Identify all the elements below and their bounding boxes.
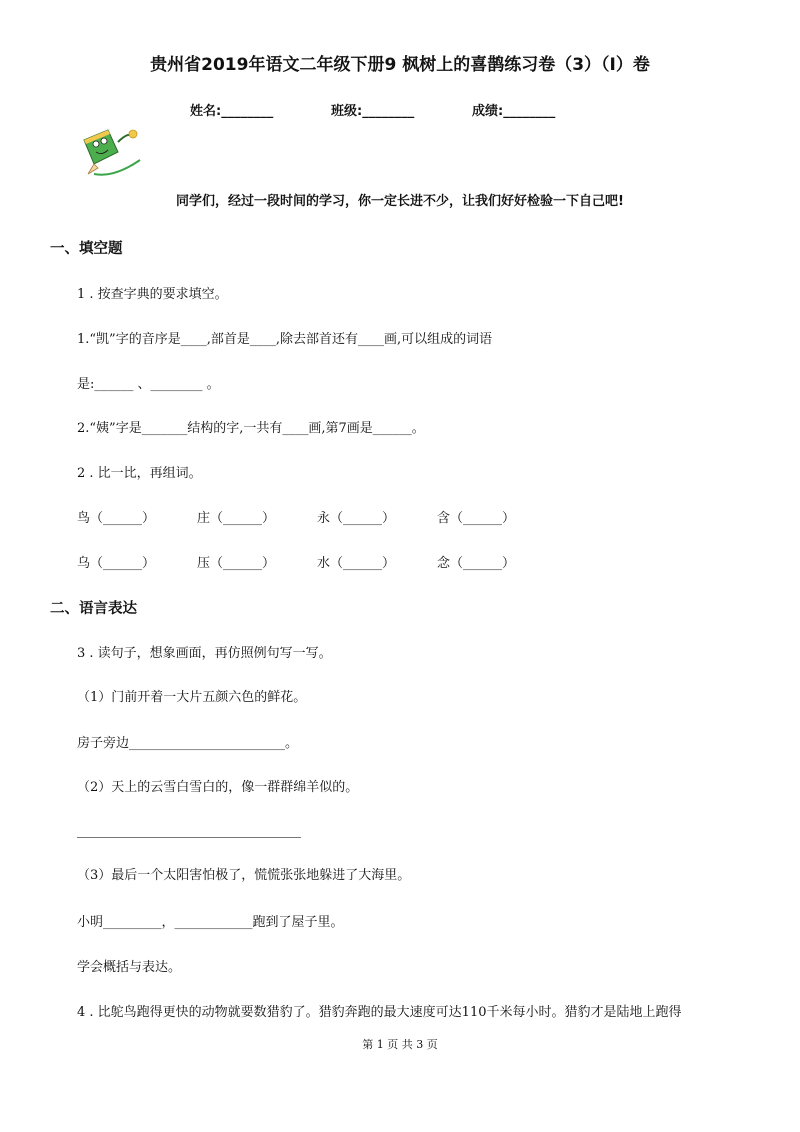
compare-item: 含（______） <box>437 511 516 526</box>
compare-item: 念（______） <box>437 556 516 571</box>
compare-item: 压（______） <box>197 556 276 571</box>
question-1-line-1: 1.“凯”字的音序是____,部首是____,除去部首还有____画,可以组成的词语 <box>77 332 493 347</box>
class-field: 班级:________ <box>331 104 415 119</box>
score-field: 成绩:________ <box>472 104 556 119</box>
question-3-sentence-1: （1）门前开着一大片五颜六色的鲜花。 <box>77 690 307 705</box>
question-3-sentence-2: （2）天上的云雪白雪白的，像一群群绵羊似的。 <box>77 780 359 795</box>
question-1-stem: 1 . 按查字典的要求填空。 <box>77 287 228 302</box>
pencil-mascot-icon <box>74 122 146 180</box>
question-3-answer-3: 小明_________，____________跑到了屋子里。 <box>77 915 344 930</box>
page-footer: 第 1 页 共 3 页 <box>362 1038 438 1051</box>
section-heading-fill-blank: 一、填空题 <box>50 241 123 257</box>
compare-item: 鸟（______） <box>77 511 156 526</box>
question-1-line-3: 2.“姨”字是_______结构的字,一共有____画,第7画是______。 <box>77 421 425 436</box>
question-1-line-2: 是:______ 、________ 。 <box>77 377 220 392</box>
intro-text: 同学们，经过一段时间的学习，你一定长进不少，让我们好好检验一下自己吧! <box>176 194 624 209</box>
name-field: 姓名:________ <box>190 104 274 119</box>
compare-item: 乌（______） <box>77 556 156 571</box>
question-2-stem: 2 . 比一比，再组词。 <box>77 466 202 481</box>
answer-line <box>77 837 301 838</box>
question-3-stem: 3 . 读句子，想象画面，再仿照例句写一写。 <box>77 646 332 661</box>
question-3-answer-1: 房子旁边________________________。 <box>77 736 299 751</box>
compare-item: 庄（______） <box>197 511 276 526</box>
compare-item: 水（______） <box>317 556 396 571</box>
question-3-note: 学会概括与表达。 <box>77 960 182 975</box>
section-heading-language-expression: 二、语言表达 <box>50 601 137 617</box>
page-title: 贵州省2019年语文二年级下册9 枫树上的喜鹊练习卷（3）（I）卷 <box>150 55 650 75</box>
question-4-stem: 4 . 比鸵鸟跑得更快的动物就要数猎豹了。猎豹奔跑的最大速度可达110千米每小时。猎豹才是陆地上跑得 <box>77 1005 682 1020</box>
compare-item: 永（______） <box>317 511 396 526</box>
question-3-sentence-3: （3）最后一个太阳害怕极了，慌慌张张地躲进了大海里。 <box>77 868 411 883</box>
